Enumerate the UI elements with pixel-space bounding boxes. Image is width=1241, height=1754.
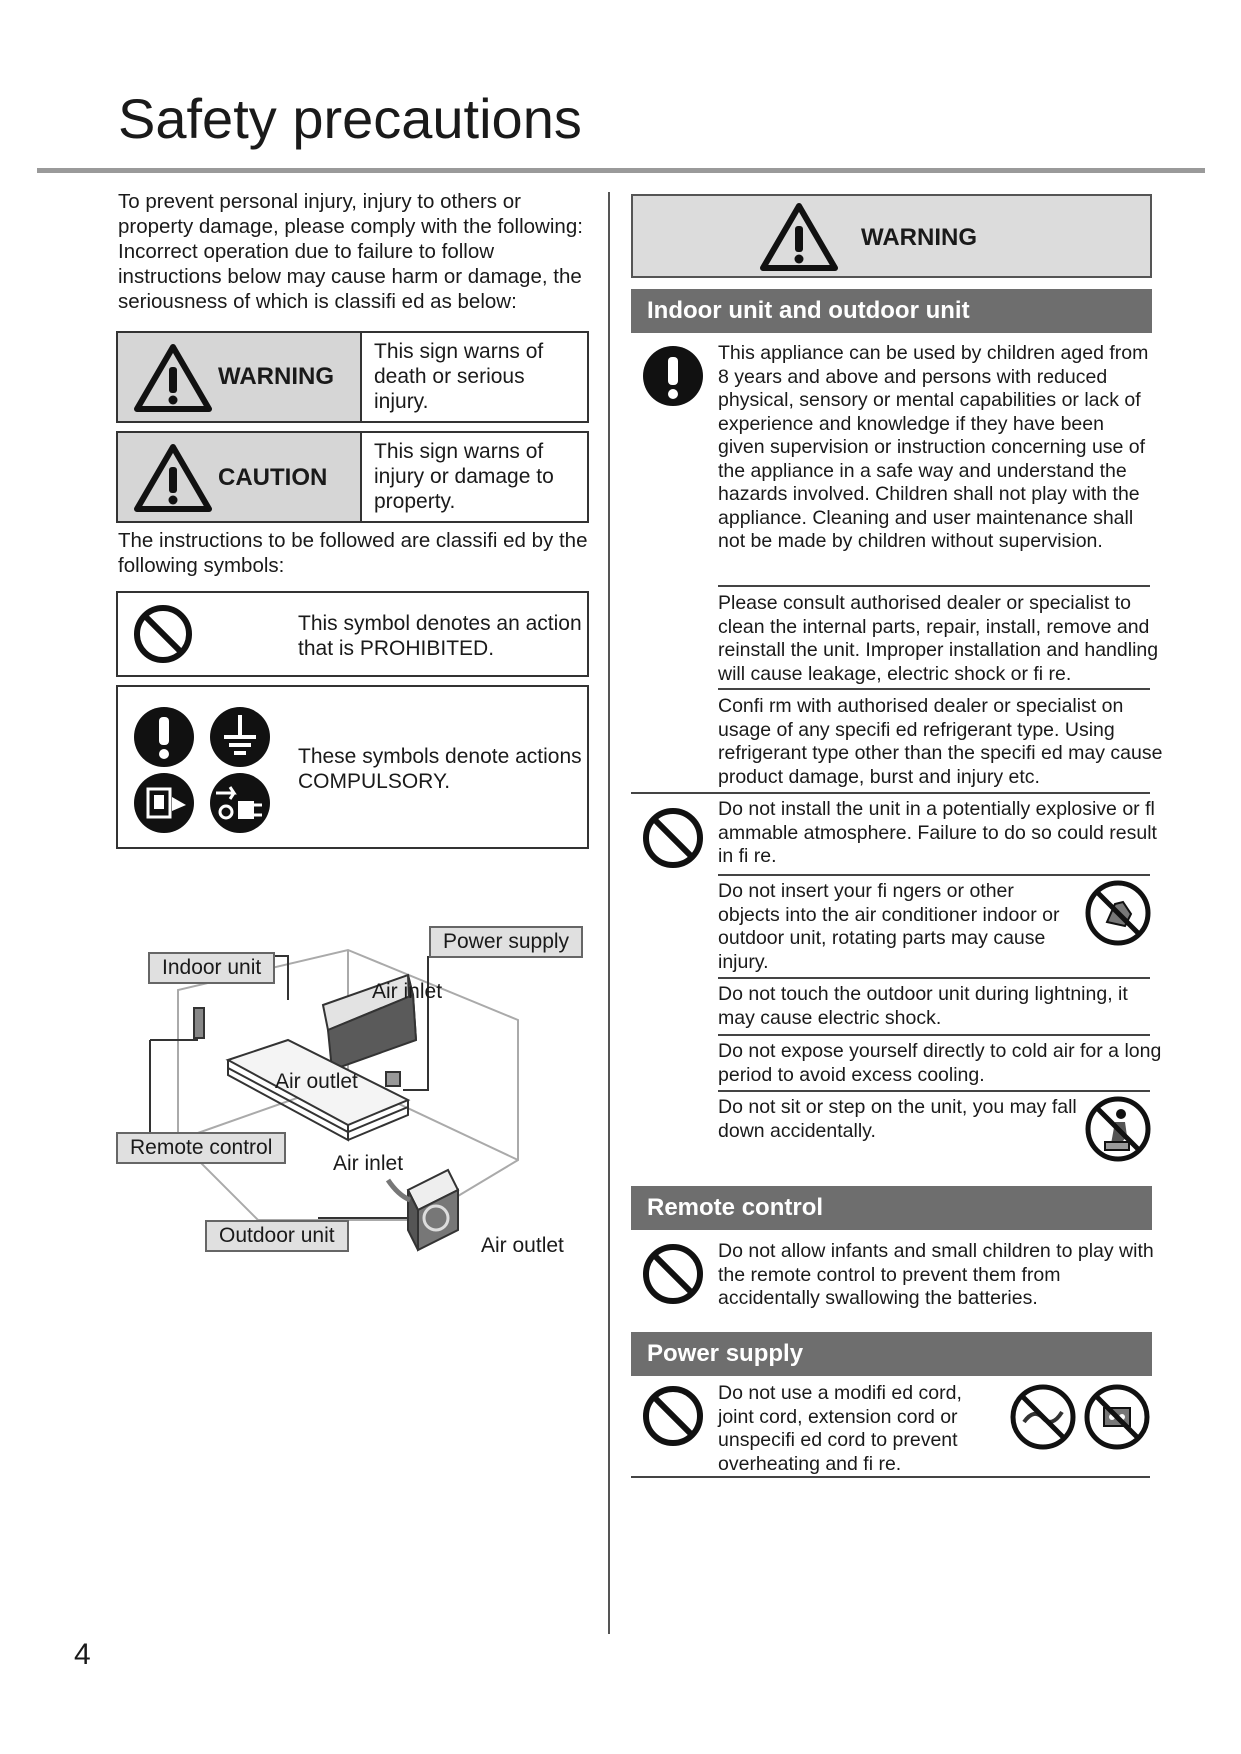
prohibited-icon [641, 1242, 705, 1306]
prohibited-item-2: Do not insert your fi ngers or other objects into the air conditioner indoor or outdoor unit, rotating parts may cause injury. [718, 880, 1060, 973]
caution-sign-label: CAUTION [218, 464, 328, 491]
diagram-air-inlet-top: Air inlet [372, 980, 443, 1003]
warning-header-label: WARNING [861, 224, 977, 251]
symbols-intro: The instructions to be followed are classifi ed by the following symbols: [118, 529, 588, 577]
section-power-supply: Power supply [631, 1332, 1152, 1376]
outlet-drawing [386, 1072, 400, 1086]
warning-sign-label: WARNING [218, 363, 334, 390]
warning-header-box [631, 194, 1152, 278]
caution-triangle-icon [134, 443, 212, 513]
exclamation-icon [134, 707, 194, 767]
compulsory-item-2: Please consult authorised dealer or specialist to clean the internal parts, repair, install, remove and reinstall the unit. Improper installation and handling will cause leakage, electric shock or fi re. [718, 592, 1159, 685]
warning-triangle-icon [759, 202, 839, 272]
caution-sign-label-area [118, 433, 362, 521]
prohibited-item-1: Do not install the unit in a potentially explosive or fl ammable atmosphere. Failure to do so could result in fi re. [718, 798, 1157, 867]
compulsory-text: These symbols denote actions COMPULSORY. [298, 745, 582, 793]
compulsory-item-3: Confi rm with authorised dealer or specialist on usage of any specifi ed refrigerant type. Using refrigerant type other than the specifi ed may cause product damage, burst and injury etc. [718, 695, 1163, 788]
section-remote-control: Remote control [631, 1186, 1152, 1230]
group-divider [631, 1476, 1150, 1478]
item-divider [718, 1034, 1150, 1036]
diagram-air-outlet-mid: Air outlet [275, 1070, 358, 1093]
diagram-label-power-supply: Power supply [429, 926, 583, 958]
no-fingers-icon [1085, 880, 1151, 946]
prohibited-text: This symbol denotes an action that is PROHIBITED. [298, 612, 582, 660]
no-extension-cord-icon [1084, 1384, 1150, 1450]
warning-sign-label-area [118, 333, 362, 421]
group-divider [631, 792, 1150, 794]
remote-item: Do not allow infants and small children to play with the remote control to prevent them from accidentally swallowing the batteries. [718, 1240, 1154, 1309]
no-modified-cord-icon [1010, 1384, 1076, 1450]
prohibited-item-5: Do not sit or step on the unit, you may fall down accidentally. [718, 1096, 1077, 1142]
diagram-air-inlet-bottom: Air inlet [333, 1152, 404, 1175]
item-divider [718, 977, 1150, 979]
prohibited-icon [132, 603, 194, 665]
caution-sign-box [116, 431, 589, 523]
diagram-label-remote-control: Remote control [116, 1132, 286, 1164]
item-divider [718, 1090, 1150, 1092]
diagram-label-outdoor-unit: Outdoor unit [205, 1220, 349, 1252]
page-number: 4 [74, 1638, 91, 1671]
diagram-air-outlet-bottom: Air outlet [481, 1234, 564, 1257]
exclamation-icon [641, 344, 705, 408]
title-rule [37, 168, 1205, 173]
page-title: Safety precautions [118, 87, 582, 150]
warning-triangle-icon [134, 343, 212, 413]
column-divider [608, 192, 610, 1634]
caution-sign-text: This sign warns of injury or damage to property. [374, 440, 554, 513]
compulsory-icons [130, 697, 280, 837]
earth-ground-icon [210, 707, 270, 767]
prohibited-item-3: Do not touch the outdoor unit during lightning, it may cause electric shock. [718, 983, 1128, 1029]
prohibited-symbol-box [116, 591, 589, 677]
power-item: Do not use a modifi ed cord, joint cord, extension cord or unspecifi ed cord to prevent overheating and fi re. [718, 1382, 962, 1475]
diagram-label-indoor-unit: Indoor unit [148, 952, 275, 984]
compulsory-symbol-box [116, 685, 589, 849]
remote-control-drawing [194, 1008, 204, 1038]
compulsory-item-1: This appliance can be used by children aged from 8 years and above and persons with reduced physical, sensory or mental capabilities or lack of experience and knowledge if they have been given supervision or instruction concerning use of the appliance in a safe way and understand the hazards involved. Children shall not play with the appliance. Cleaning and user maintenance shall not be made by children without supervision. [718, 342, 1149, 552]
warning-sign-text: This sign warns of death or serious injury. [374, 340, 544, 413]
breaker-switch-icon [134, 773, 194, 833]
warning-sign-box [116, 331, 589, 423]
prohibited-icon [641, 1384, 705, 1448]
prohibited-icon [641, 806, 705, 870]
item-divider [718, 874, 1150, 876]
unplug-icon [210, 773, 270, 833]
intro-text: To prevent personal injury, injury to others or property damage, please comply with the following: Incorrect operation due to failure to follow instructions below may cause harm or damage, the seriousness of which is classifi ed as below: [118, 190, 583, 313]
outdoor-unit-drawing [388, 1170, 458, 1250]
item-divider [718, 585, 1150, 587]
no-stepping-icon [1085, 1096, 1151, 1162]
section-indoor-outdoor: Indoor unit and outdoor unit [631, 289, 1152, 333]
prohibited-item-4: Do not expose yourself directly to cold air for a long period to avoid excess cooling. [718, 1040, 1162, 1086]
item-divider [718, 688, 1150, 690]
